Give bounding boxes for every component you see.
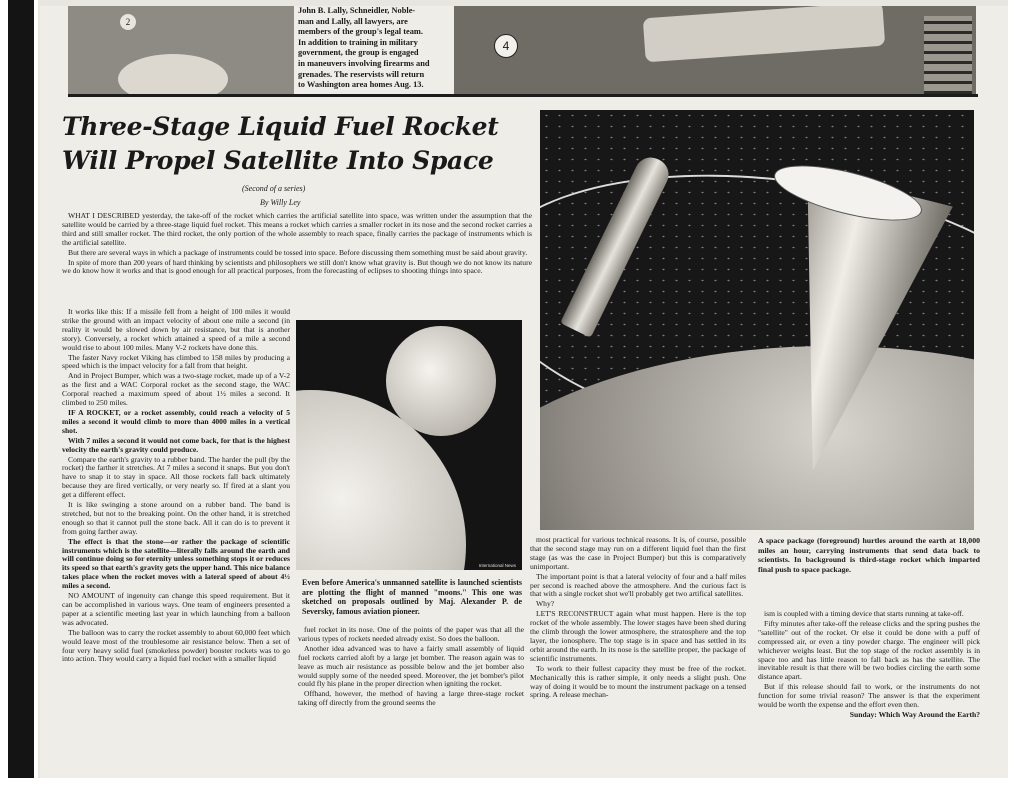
paragraph: Offhand, however, the method of having a large three-stage rocket taking off directly from the ground seems the <box>298 689 524 708</box>
article-column-3 <box>530 536 746 774</box>
photo-ladder <box>924 16 972 94</box>
paragraph: The balloon was to carry the rocket assembly to about 60,000 feet which would leave most of the troublesome air resistance below. Then a set of four very heavy solid fuel (smokeless powder) booster rockets was to go into action. They would carry a liquid fuel rocket with a smaller liquid <box>62 627 290 664</box>
photo-credit: International News <box>478 563 516 568</box>
paragraph: ism is coupled with a timing device that starts running at take-off. <box>764 610 964 618</box>
paragraph: But there are several ways in which a package of instruments could be tossed into space. Before discussing them something must be said about gravity. <box>68 247 528 257</box>
scan-margin-bottom <box>0 778 1024 793</box>
paragraph: Sunday: Which Way Around the Earth? <box>849 709 980 719</box>
article-column-2 <box>298 626 524 774</box>
scan-margin-right <box>1008 0 1024 793</box>
paragraph: most practical for various technical reasons. It is, of course, possible that the second stage may run on a different liquid fuel than the first stage (as was the case in Project Bumper) but this is comparatively unimportant. <box>530 536 746 571</box>
top-right-photo <box>454 6 976 94</box>
paragraph: The faster Navy rocket Viking has climbed to 158 miles by producing a speed which is the impact velocity for a fall from that height. <box>62 352 290 371</box>
moon-illustration-caption: Even before America's unmanned satellite is launched scientists are plotting the flight of manned "moons." This one was sketched on proposals outlined by Maj. Alexander P. de Seversky, famous aviation pioneer. <box>302 578 522 616</box>
paragraph: fuel rocket in its nose. One of the points of the paper was that all the various types of rockets needed already exist. So does the balloon. <box>298 626 524 643</box>
article-column-1 <box>62 308 290 768</box>
paragraph: LET'S RECONSTRUCT again what must happen. Here is the top rocket of the whole assembly. The lower stages have been shed during the climb through the lower atmosphere, the stratosphere and the top layer, the ionosphere. The top stage is in space and has settled in its orbit around the earth. In its nose is the satellite proper, the package of scientific instruments. <box>530 609 746 663</box>
series-label: (Second of a series) <box>242 184 306 193</box>
photo-number-badge: 4 <box>494 34 518 58</box>
article-headline: Three-Stage Liquid Fuel Rocket Will Propel Satellite Into Space <box>62 112 499 175</box>
paragraph: With 7 miles a second it would not come back, for that is the highest velocity the earth's gravity could produce. <box>62 435 290 454</box>
paragraph: To work to their fullest capacity they must be free of the rocket. Mechanically this is rather simple, it only needs a slight push. One way of doing it would be to mount the instrument package on a tensed spring. A release mechan- <box>530 663 746 700</box>
article-column-4 <box>758 610 980 774</box>
scan-edge-shadow <box>8 0 34 793</box>
article-intro <box>62 212 532 308</box>
photo-object <box>118 54 228 94</box>
photo-number-badge: 2 <box>120 14 136 30</box>
paragraph: The effect is that the stone—or rather the package of scientific instruments which is the satellite—literally falls around the earth and will continue doing so for eternity unless something stops it or reduces its speed so that earth's gravity gets the upper hand. This nice balance takes place when the rocket moves with a lateral speed of about 4½ miles a second. <box>62 536 290 591</box>
paragraph: And in Project Bumper, which was a two-stage rocket, made up of a V-2 as the first and a WAC Corporal rocket as the second stage, the WAC Corporal reached a maximum speed of about 1½ miles a second. It climbed to 250 miles. <box>62 371 290 408</box>
paragraph: The important point is that a lateral velocity of four and a half miles per second is reached above the atmosphere. And the curious fact is that with a single rocket shot we'll probably get two artifical satellites. <box>530 571 746 599</box>
section-divider <box>68 94 978 97</box>
paragraph: It works like this: If a missile fell from a height of 100 miles it would strike the ground with an impact velocity of about one mile a second (in reality it would be slowed down by air resistance, but that is another story). Conversely, a rocket which attained a speed of a mile a second would rise to about 100 miles. Many V-2 rockets have done this. <box>62 308 290 352</box>
photo-figure <box>643 6 885 62</box>
top-photo-caption: John B. Lally, Schneidler, Noble- man and Lally, all lawyers, are members of the group's legal team. In addition to training in military government, the group is engaged in maneuvers involving firearms and grenades. The reservists will return to Washington area homes Aug. 13. <box>298 6 430 90</box>
paragraph: Another idea advanced was to have a fairly small assembly of liquid fuel rockets carried aloft by a large jet bomber. The reason again was to leave as much air resistance as possible below and the jet bomber also would supply some of the needed speed. Moreover, the jet bomber's pilot could fly his plane in the proper direction when igniting the rocket. <box>298 643 524 689</box>
rocket-illustration <box>540 110 974 530</box>
moon-illustration <box>296 320 522 570</box>
paragraph: But if this release should fail to work, or the instruments do not function for some trivial reason? The answer is that the experiment would be worth the expense and the effort even then. <box>758 682 980 710</box>
newspaper-page <box>40 6 1008 778</box>
paragraph: IF A ROCKET, or a rocket assembly, could reach a velocity of 5 miles a second it would climb to more than 4000 miles in a vertical shot. <box>62 407 290 435</box>
rocket-illustration-caption: A space package (foreground) hurtles around the earth at 18,000 miles an hour, carrying instruments that send data back to scientists. In background is third-stage rocket which imparted final push to space package. <box>758 536 980 574</box>
manned-moon-sphere <box>386 326 496 436</box>
paragraph: In spite of more than 200 years of hard thinking by scientists and philosophers we still don't know what gravity is. But though we do not know its nature we do know how it works and that is good enough for all practical purposes, from the forecasting of eclipses to shooting things into space. <box>62 257 532 276</box>
paragraph: NO AMOUNT of ingenuity can change this speed requirement. But it can be accomplished in various ways. One team of engineers presented a paper at a scientific meeting last year in which launching from a balloon was advocated. <box>62 591 290 627</box>
top-left-photo <box>68 6 294 94</box>
byline: By Willy Ley <box>260 198 301 207</box>
paragraph: Fifty minutes after take-off the release clicks and the spring pushes the "satellite" out of the rocket. Or else it could be done with a puff of compressed air, or even a tiny powder charge. The engineer will pick whichever weighs least. But the top stage of the rocket assembly is in space too and has little reason to fall back as has the satellite. The inevitable result is that there will be two bodies circling the earth some distance apart. <box>758 618 980 682</box>
paragraph: Why? <box>536 599 555 609</box>
paragraph: WHAT I DESCRIBED yesterday, the take-off of the rocket which carries the artificial satellite into space, was written under the assumption that the satellite would be carried by a three-stage liquid fuel rocket. This means a rocket which carries a smaller rocket in its nose and the second rocket carries a third and still smaller rocket. The third rocket, the only portion of the whole assembly to reach space, finally carries the package of instruments which is the artificial satellite. <box>62 212 532 247</box>
paragraph: It is like swinging a stone around on a rubber band. The band is stretched, but not to the breaking point. On the other hand, it is stretched enough so that it cannot pull the stone back. All it can do is to prevent it from going farther away. <box>62 500 290 536</box>
paragraph: Compare the earth's gravity to a rubber band. The harder the pull (by the rocket) the farther it stretches. At 7 miles a second it snaps. But you don't have to snap it to stay in space. All those rockets fall back ultimately because they are fired vertically, or very nearly so. If fired at a slant you get a different effect. <box>62 454 290 500</box>
